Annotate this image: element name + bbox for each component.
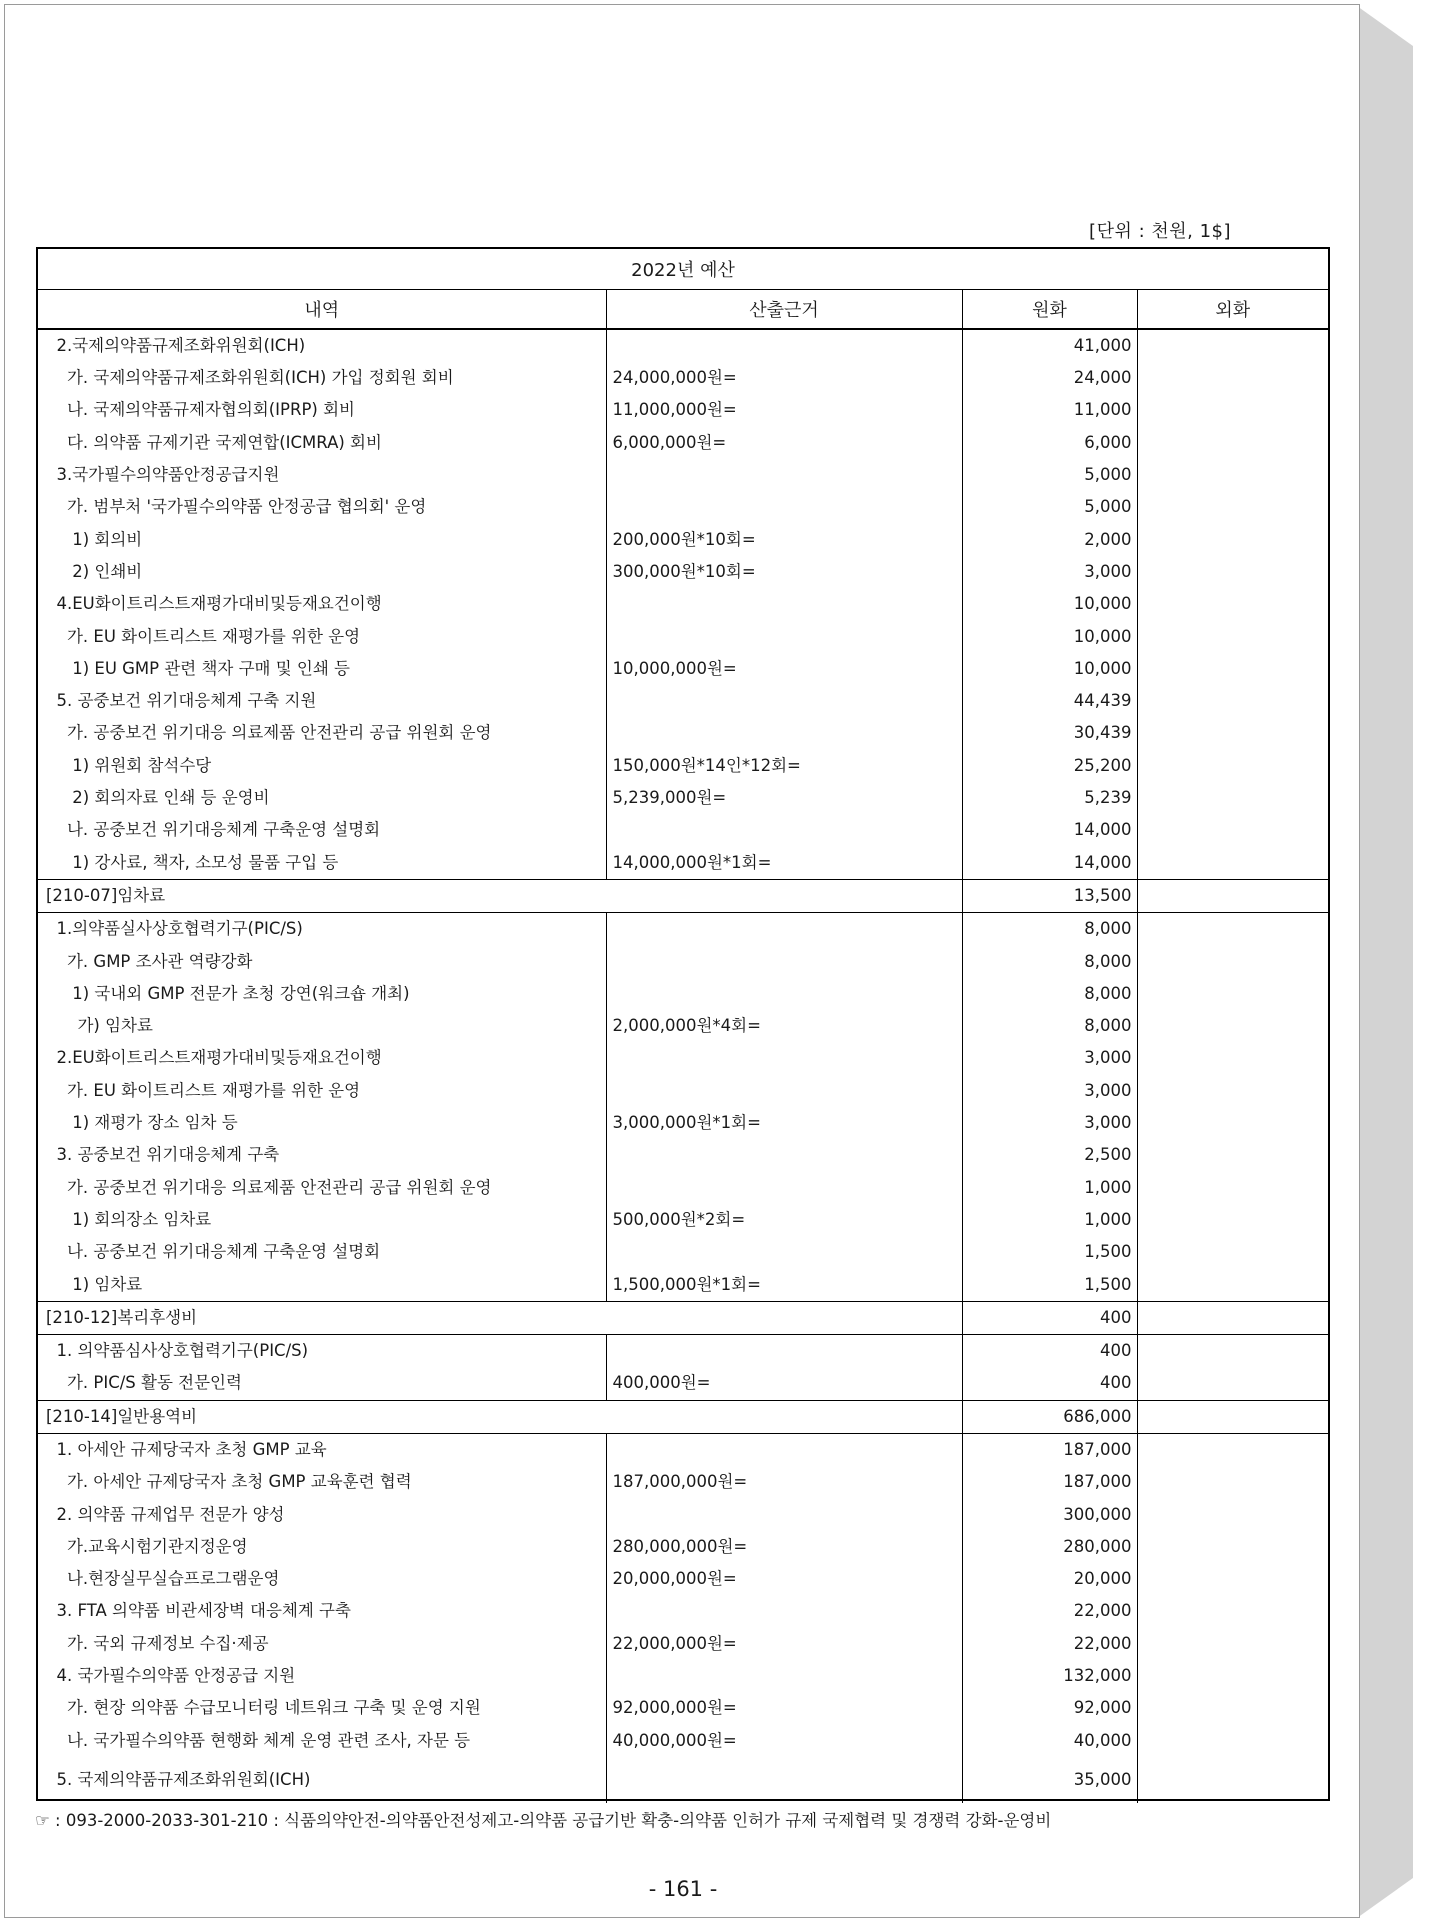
cell-krw: 11,000 <box>962 395 1137 427</box>
footnote: ☞ : 093-2000-2033-301-210 : 식품의약안전-의약품안전성제고-의약품 공급기반 확충-의약품 인허가 규제 국제협력 및 경쟁력 강화-운영비 <box>35 1811 1052 1830</box>
cell-description: 나. 국제의약품규제자협의회(IPRP) 회비 <box>38 395 606 427</box>
cell-description: 나. 국가필수의약품 현행화 체계 운영 관련 조사, 자문 등 <box>38 1725 606 1757</box>
header-foreign: 외화 <box>1137 290 1328 330</box>
cell-krw: 30,439 <box>962 718 1137 750</box>
cell-basis: 11,000,000원= <box>606 395 962 427</box>
cell-foreign <box>1137 847 1328 880</box>
cell-foreign <box>1137 913 1328 946</box>
cell-basis <box>606 814 962 846</box>
cell-krw: 10,000 <box>962 588 1137 620</box>
section-label: [210-12]복리후생비 <box>38 1301 962 1334</box>
cell-foreign <box>1137 1075 1328 1107</box>
cell-description: 1. 아세안 규제당국자 초청 GMP 교육 <box>38 1434 606 1467</box>
cell-krw: 2,500 <box>962 1139 1137 1171</box>
cell-basis: 150,000원*14인*12회= <box>606 750 962 782</box>
cell-description: 가. PIC/S 활동 전문인력 <box>38 1368 606 1401</box>
cell-foreign <box>1137 1660 1328 1692</box>
cell-description: 1. 의약품심사상호협력기구(PIC/S) <box>38 1335 606 1368</box>
cell-description: 가. EU 화이트리스트 재평가를 위한 운영 <box>38 1075 606 1107</box>
cell-description: 가. EU 화이트리스트 재평가를 위한 운영 <box>38 621 606 653</box>
cell-basis: 200,000원*10회= <box>606 524 962 556</box>
cell-basis: 1,500,000원*1회= <box>606 1269 962 1302</box>
cell-krw: 10,000 <box>962 653 1137 685</box>
budget-table <box>38 249 1328 1803</box>
cell-basis: 187,000,000원= <box>606 1466 962 1498</box>
cell-description: 1) 국내외 GMP 전문가 초청 강연(워크숍 개최) <box>38 978 606 1010</box>
cell-krw: 24,000 <box>962 362 1137 394</box>
cell-basis: 2,000,000원*4회= <box>606 1010 962 1042</box>
cell-foreign <box>1137 1172 1328 1204</box>
cell-description: 나. 공중보건 위기대응체계 구축운영 설명회 <box>38 814 606 846</box>
table-row <box>38 1596 1328 1628</box>
table-row <box>38 750 1328 782</box>
table-row <box>38 1725 1328 1757</box>
cell-basis <box>606 1043 962 1075</box>
cell-foreign <box>1137 556 1328 588</box>
cell-foreign <box>1137 395 1328 427</box>
table-row <box>38 459 1328 491</box>
table-row <box>38 1172 1328 1204</box>
cell-krw: 187,000 <box>962 1434 1137 1467</box>
cell-basis <box>606 685 962 717</box>
table-row <box>38 1531 1328 1563</box>
table-row <box>38 1628 1328 1660</box>
cell-foreign <box>1137 491 1328 523</box>
cell-basis: 280,000,000원= <box>606 1531 962 1563</box>
cell-krw: 1,500 <box>962 1236 1137 1268</box>
cell-krw: 25,200 <box>962 750 1137 782</box>
table-row <box>38 847 1328 880</box>
header-basis: 산출근거 <box>606 290 962 330</box>
cell-foreign <box>1137 1466 1328 1498</box>
table-row <box>38 1563 1328 1595</box>
cell-foreign <box>1137 588 1328 620</box>
cell-description: 가. 국외 규제정보 수집·제공 <box>38 1628 606 1660</box>
cell-foreign <box>1137 1139 1328 1171</box>
cell-foreign <box>1137 621 1328 653</box>
cell-krw: 2,000 <box>962 524 1137 556</box>
cell-foreign <box>1137 1204 1328 1236</box>
cell-basis: 5,239,000원= <box>606 782 962 814</box>
cell-description: 다. 의약품 규제기관 국제연합(ICMRA) 회비 <box>38 427 606 459</box>
cell-description: 나. 공중보건 위기대응체계 구축운영 설명회 <box>38 1236 606 1268</box>
cell-basis <box>606 1335 962 1368</box>
cell-krw: 686,000 <box>962 1400 1137 1433</box>
cell-krw: 8,000 <box>962 978 1137 1010</box>
table-row <box>38 1139 1328 1171</box>
cell-description: 가) 임차료 <box>38 1010 606 1042</box>
cell-foreign <box>1137 1596 1328 1628</box>
cell-foreign <box>1137 782 1328 814</box>
cell-krw: 3,000 <box>962 1075 1137 1107</box>
table-row <box>38 978 1328 1010</box>
cell-krw: 3,000 <box>962 1107 1137 1139</box>
cell-krw: 280,000 <box>962 1531 1137 1563</box>
cell-basis: 10,000,000원= <box>606 653 962 685</box>
table-row <box>38 1434 1328 1467</box>
cell-basis: 300,000원*10회= <box>606 556 962 588</box>
cell-foreign <box>1137 1010 1328 1042</box>
cell-foreign <box>1137 718 1328 750</box>
cell-basis <box>606 718 962 750</box>
cell-description: 1) 위원회 참석수당 <box>38 750 606 782</box>
cell-description: 가.교육시험기관지정운영 <box>38 1531 606 1563</box>
cell-foreign <box>1137 685 1328 717</box>
table-row <box>38 1466 1328 1498</box>
cell-krw: 5,239 <box>962 782 1137 814</box>
cell-basis <box>606 978 962 1010</box>
cell-krw: 22,000 <box>962 1596 1137 1628</box>
cell-description: 가. 아세안 규제당국자 초청 GMP 교육훈련 협력 <box>38 1466 606 1498</box>
cell-foreign <box>1137 1400 1328 1433</box>
cell-krw: 187,000 <box>962 1466 1137 1498</box>
cell-krw: 41,000 <box>962 329 1137 362</box>
cell-description: 3.국가필수의약품안정공급지원 <box>38 459 606 491</box>
table-row <box>38 588 1328 620</box>
cell-basis <box>606 1596 962 1628</box>
section-label: [210-14]일반용역비 <box>38 1400 962 1433</box>
table-section-row <box>38 1400 1328 1433</box>
table-row <box>38 1499 1328 1531</box>
cell-description: 2.국제의약품규제조화위원회(ICH) <box>38 329 606 362</box>
cell-foreign <box>1137 1335 1328 1368</box>
cell-foreign <box>1137 750 1328 782</box>
table-row <box>38 1757 1328 1803</box>
cell-foreign <box>1137 1301 1328 1334</box>
table-row <box>38 1236 1328 1268</box>
table-row <box>38 1269 1328 1302</box>
cell-foreign <box>1137 978 1328 1010</box>
cell-krw: 92,000 <box>962 1692 1137 1724</box>
cell-description: 2) 회의자료 인쇄 등 운영비 <box>38 782 606 814</box>
cell-description: 가. 공중보건 위기대응 의료제품 안전관리 공급 위원회 운영 <box>38 718 606 750</box>
cell-description: 4.EU화이트리스트재평가대비및등재요건이행 <box>38 588 606 620</box>
cell-krw: 40,000 <box>962 1725 1137 1757</box>
cell-description: 나.현장실무실습프로그램운영 <box>38 1563 606 1595</box>
cell-krw: 8,000 <box>962 946 1137 978</box>
table-row <box>38 718 1328 750</box>
cell-description: 1) EU GMP 관련 책자 구매 및 인쇄 등 <box>38 653 606 685</box>
cell-foreign <box>1137 362 1328 394</box>
cell-krw: 6,000 <box>962 427 1137 459</box>
cell-foreign <box>1137 1236 1328 1268</box>
budget-table-frame <box>36 247 1330 1801</box>
cell-basis <box>606 1499 962 1531</box>
cell-foreign <box>1137 1531 1328 1563</box>
table-row <box>38 782 1328 814</box>
cell-basis: 40,000,000원= <box>606 1725 962 1757</box>
cell-krw: 14,000 <box>962 814 1137 846</box>
table-row <box>38 362 1328 394</box>
cell-basis <box>606 588 962 620</box>
cell-krw: 35,000 <box>962 1757 1137 1803</box>
table-row <box>38 685 1328 717</box>
cell-krw: 132,000 <box>962 1660 1137 1692</box>
table-row <box>38 329 1328 362</box>
table-row <box>38 1010 1328 1042</box>
cell-krw: 400 <box>962 1301 1137 1334</box>
cell-basis <box>606 1434 962 1467</box>
cell-description: 가. GMP 조사관 역량강화 <box>38 946 606 978</box>
cell-basis <box>606 491 962 523</box>
cell-basis: 20,000,000원= <box>606 1563 962 1595</box>
table-row <box>38 946 1328 978</box>
cell-description: 1) 회의비 <box>38 524 606 556</box>
table-row <box>38 621 1328 653</box>
cell-description: 1) 재평가 장소 임차 등 <box>38 1107 606 1139</box>
cell-basis <box>606 913 962 946</box>
cell-krw: 1,000 <box>962 1204 1137 1236</box>
document-page <box>4 4 1360 1918</box>
cell-description: 5. 공중보건 위기대응체계 구축 지원 <box>38 685 606 717</box>
cell-description: 1) 임차료 <box>38 1269 606 1302</box>
table-section-row <box>38 1301 1328 1334</box>
table-section-row <box>38 880 1328 913</box>
cell-description: 가. 국제의약품규제조화위원회(ICH) 가입 정회원 회비 <box>38 362 606 394</box>
table-row <box>38 1368 1328 1401</box>
cell-basis <box>606 1139 962 1171</box>
cell-krw: 1,000 <box>962 1172 1137 1204</box>
table-row <box>38 1660 1328 1692</box>
cell-basis: 3,000,000원*1회= <box>606 1107 962 1139</box>
cell-krw: 13,500 <box>962 880 1137 913</box>
cell-foreign <box>1137 880 1328 913</box>
table-row <box>38 427 1328 459</box>
unit-note: [단위 : 천원, 1$] <box>1089 221 1231 242</box>
cell-basis: 500,000원*2회= <box>606 1204 962 1236</box>
cell-description: 가. 현장 의약품 수급모니터링 네트워크 구축 및 운영 지원 <box>38 1692 606 1724</box>
cell-foreign <box>1137 524 1328 556</box>
table-row <box>38 491 1328 523</box>
cell-description: 가. 공중보건 위기대응 의료제품 안전관리 공급 위원회 운영 <box>38 1172 606 1204</box>
cell-basis: 92,000,000원= <box>606 1692 962 1724</box>
cell-description: 2. 의약품 규제업무 전문가 양성 <box>38 1499 606 1531</box>
table-row <box>38 1075 1328 1107</box>
cell-foreign <box>1137 653 1328 685</box>
cell-krw: 5,000 <box>962 459 1137 491</box>
table-row <box>38 1204 1328 1236</box>
table-body <box>38 329 1328 1803</box>
cell-krw: 400 <box>962 1368 1137 1401</box>
cell-basis: 22,000,000원= <box>606 1628 962 1660</box>
cell-foreign <box>1137 1434 1328 1467</box>
cell-basis <box>606 459 962 491</box>
cell-foreign <box>1137 1757 1328 1803</box>
cell-foreign <box>1137 1692 1328 1724</box>
table-title: 2022년 예산 <box>38 249 1328 290</box>
table-row <box>38 913 1328 946</box>
table-row <box>38 1692 1328 1724</box>
table-row <box>38 1335 1328 1368</box>
table-row <box>38 1107 1328 1139</box>
cell-foreign <box>1137 1725 1328 1757</box>
cell-krw: 400 <box>962 1335 1137 1368</box>
cell-krw: 300,000 <box>962 1499 1137 1531</box>
cell-description: 가. 범부처 '국가필수의약품 안정공급 협의회' 운영 <box>38 491 606 523</box>
table-row <box>38 556 1328 588</box>
cell-description: 1) 강사료, 책자, 소모성 물품 구입 등 <box>38 847 606 880</box>
cell-foreign <box>1137 1043 1328 1075</box>
cell-basis: 14,000,000원*1회= <box>606 847 962 880</box>
cell-foreign <box>1137 459 1328 491</box>
cell-foreign <box>1137 1269 1328 1302</box>
cell-description: 5. 국제의약품규제조화위원회(ICH) <box>38 1757 606 1803</box>
cell-basis <box>606 621 962 653</box>
cell-foreign <box>1137 1107 1328 1139</box>
table-row <box>38 524 1328 556</box>
cell-description: 2) 인쇄비 <box>38 556 606 588</box>
cell-description: 1) 회의장소 임차료 <box>38 1204 606 1236</box>
header-krw: 원화 <box>962 290 1137 330</box>
cell-basis: 6,000,000원= <box>606 427 962 459</box>
cell-foreign <box>1137 427 1328 459</box>
cell-basis <box>606 1236 962 1268</box>
cell-basis: 24,000,000원= <box>606 362 962 394</box>
cell-description: 3. 공중보건 위기대응체계 구축 <box>38 1139 606 1171</box>
table-row <box>38 653 1328 685</box>
page-number: - 161 - <box>648 1877 718 1901</box>
cell-basis <box>606 1075 962 1107</box>
cell-description: 4. 국가필수의약품 안정공급 지원 <box>38 1660 606 1692</box>
cell-description: 3. FTA 의약품 비관세장벽 대응체계 구축 <box>38 1596 606 1628</box>
table-row <box>38 1043 1328 1075</box>
cell-foreign <box>1137 814 1328 846</box>
cell-krw: 44,439 <box>962 685 1137 717</box>
cell-krw: 14,000 <box>962 847 1137 880</box>
cell-basis <box>606 1172 962 1204</box>
cell-krw: 10,000 <box>962 621 1137 653</box>
cell-krw: 3,000 <box>962 556 1137 588</box>
cell-basis <box>606 1757 962 1803</box>
cell-krw: 8,000 <box>962 913 1137 946</box>
cell-description: 2.EU화이트리스트재평가대비및등재요건이행 <box>38 1043 606 1075</box>
cell-krw: 8,000 <box>962 1010 1137 1042</box>
cell-krw: 3,000 <box>962 1043 1137 1075</box>
cell-krw: 1,500 <box>962 1269 1137 1302</box>
page-side-shadow <box>1357 6 1413 1918</box>
cell-krw: 5,000 <box>962 491 1137 523</box>
cell-foreign <box>1137 1563 1328 1595</box>
cell-description: 1.의약품실사상호협력기구(PIC/S) <box>38 913 606 946</box>
cell-foreign <box>1137 1628 1328 1660</box>
cell-basis <box>606 946 962 978</box>
cell-foreign <box>1137 1499 1328 1531</box>
cell-foreign <box>1137 329 1328 362</box>
cell-basis: 400,000원= <box>606 1368 962 1401</box>
cell-basis <box>606 329 962 362</box>
cell-krw: 20,000 <box>962 1563 1137 1595</box>
header-description: 내역 <box>38 290 606 330</box>
cell-krw: 22,000 <box>962 1628 1137 1660</box>
table-row <box>38 395 1328 427</box>
cell-foreign <box>1137 946 1328 978</box>
section-label: [210-07]임차료 <box>38 880 962 913</box>
cell-foreign <box>1137 1368 1328 1401</box>
table-row <box>38 814 1328 846</box>
cell-basis <box>606 1660 962 1692</box>
